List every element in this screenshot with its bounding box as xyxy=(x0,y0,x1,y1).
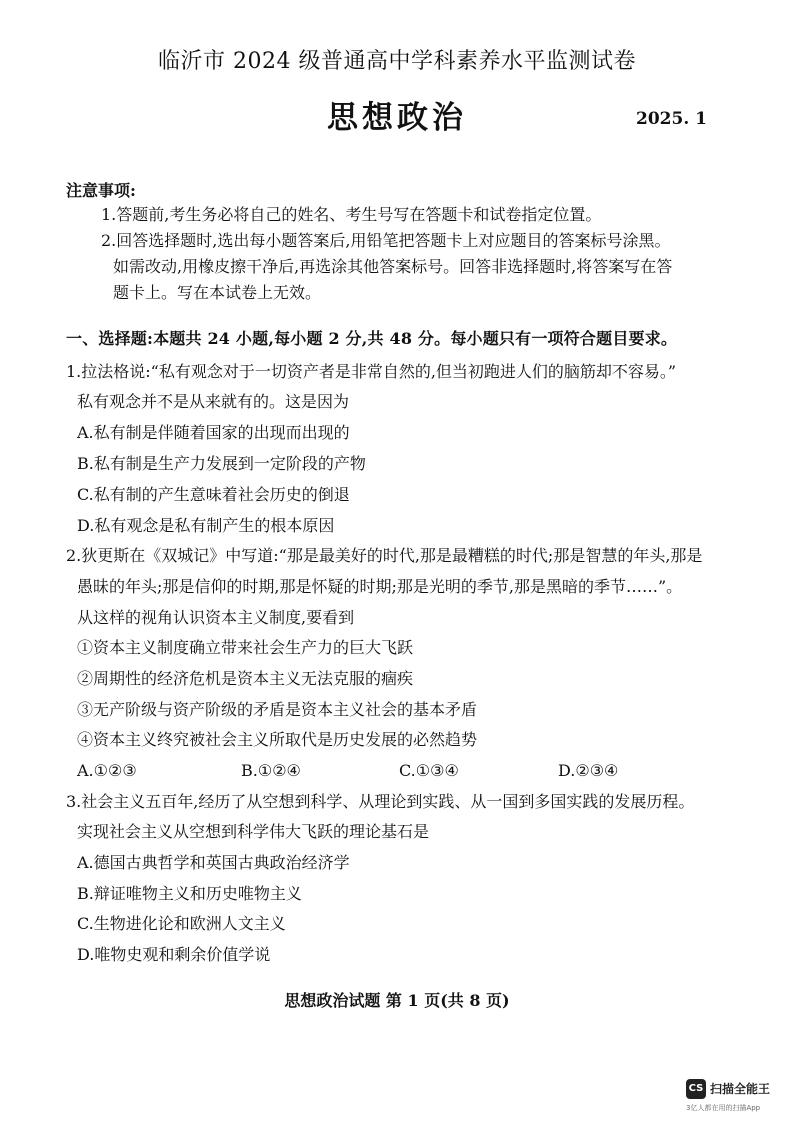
question-3-option-b: B.辩证唯物主义和历史唯物主义 xyxy=(77,884,302,903)
notice-item-2-text: 2.回答选择题时,选出每小题答案后,用铅笔把答题卡上对应题目的答案标号涂黑。 xyxy=(101,231,671,250)
question-3-stem: 3.社会主义五百年,经历了从空想到科学、从理论到实践、从一国到多国实践的发展历程。 xyxy=(66,792,695,811)
question-1-option-b: B.私有制是生产力发展到一定阶段的产物 xyxy=(77,454,366,473)
notice-item-2 xyxy=(101,228,701,306)
question-1-stem-cont: 私有观念并不是从来就有的。这是因为 xyxy=(77,392,350,411)
question-2-stem: 2.狄更斯在《双城记》中写道:“那是最美好的时代,那是最糟糕的时代;那是智慧的年头,那是 xyxy=(66,546,703,565)
question-3-option-d: D.唯物史观和剩余价值学说 xyxy=(77,945,271,964)
page-footer: 思想政治试题 第 1 页(共 8 页) xyxy=(284,991,510,1010)
camscanner-logo-icon: CS xyxy=(686,1079,706,1099)
question-2-statement-1: ①资本主义制度确立带来社会生产力的巨大飞跃 xyxy=(77,638,414,657)
question-2-stem-cont-2: 从这样的视角认识资本主义制度,要看到 xyxy=(77,608,355,627)
question-2-option-a: A.①②③ xyxy=(77,761,137,780)
question-1-stem: 1.拉法格说:“私有观念对于一切资产者是非常自然的,但当初跑进人们的脑筋却不容易。” xyxy=(66,362,677,381)
notice-item-2-cont-1: 如需改动,用橡皮擦干净后,再选涂其他答案标号。回答非选择题时,将答案写在答 xyxy=(113,257,673,276)
question-2-option-d: D.②③④ xyxy=(558,761,619,780)
question-1-option-d: D.私有观念是私有制产生的根本原因 xyxy=(77,516,335,535)
question-2-stem-cont-1: 愚昧的年头;那是信仰的时期,那是怀疑的时期;那是光明的季节,那是黑暗的季节……”。 xyxy=(77,577,683,596)
question-2-option-c: C.①③④ xyxy=(399,761,459,780)
question-3-option-c: C.生物进化论和欧洲人文主义 xyxy=(77,914,286,933)
section-heading: 一、选择题:本题共 24 小题,每小题 2 分,共 48 分。每小题只有一项符合题目要求。 xyxy=(66,329,678,348)
exam-date: 2025. 1 xyxy=(636,109,707,129)
notice-heading: 注意事项: xyxy=(66,181,136,200)
question-1-option-c: C.私有制的产生意味着社会历史的倒退 xyxy=(77,485,350,504)
notice-item-1-text: 1.答题前,考生务必将自己的姓名、考生号写在答题卡和试卷指定位置。 xyxy=(101,205,602,224)
question-2-statement-2: ②周期性的经济危机是资本主义无法克服的痼疾 xyxy=(77,669,414,688)
subject-title: 思想政治 xyxy=(327,100,467,136)
question-1-option-a: A.私有制是伴随着国家的出现而出现的 xyxy=(77,423,350,442)
watermark-tagline: 3亿人都在用的扫描App xyxy=(686,1104,761,1112)
exam-title: 临沂市 2024 级普通高中学科素养水平监测试卷 xyxy=(158,49,636,74)
question-2-option-b: B.①②④ xyxy=(241,761,301,780)
watermark-app-name: 扫描全能王 xyxy=(710,1082,771,1096)
question-3-option-a: A.德国古典哲学和英国古典政治经济学 xyxy=(77,853,350,872)
question-3-stem-cont: 实现社会主义从空想到科学伟大飞跃的理论基石是 xyxy=(77,822,430,841)
question-2-statement-4: ④资本主义终究被社会主义所取代是历史发展的必然趋势 xyxy=(77,730,478,749)
scanner-watermark xyxy=(686,1079,786,1119)
notice-item-1 xyxy=(101,202,701,228)
question-2-statement-3: ③无产阶级与资产阶级的矛盾是资本主义社会的基本矛盾 xyxy=(77,700,478,719)
notice-item-2-cont-2: 题卡上。写在本试卷上无效。 xyxy=(113,283,322,302)
